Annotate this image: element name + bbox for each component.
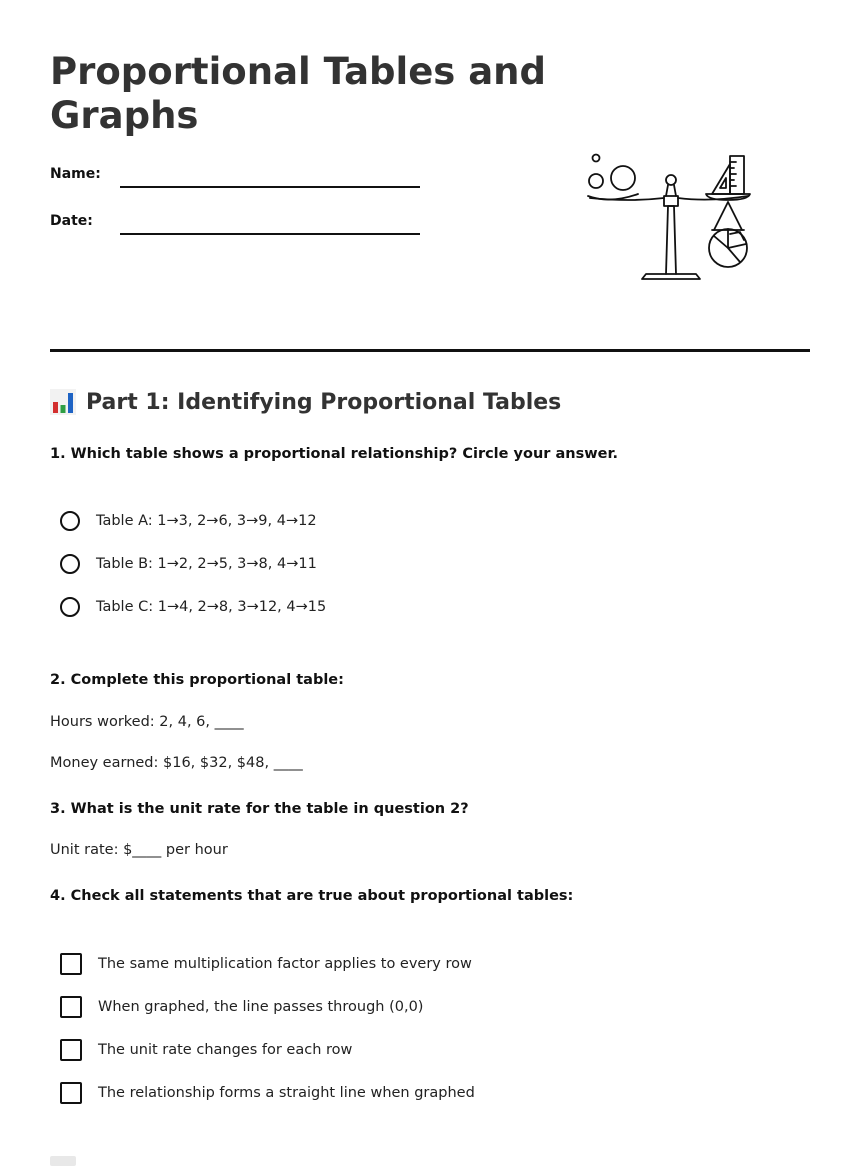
checkbox-icon[interactable]	[60, 1039, 82, 1061]
q1-option-a-label: Table A: 1→3, 2→6, 3→9, 4→12	[96, 513, 317, 529]
q4-option-3[interactable]	[60, 1039, 352, 1061]
checkbox-icon[interactable]	[60, 953, 82, 975]
section-divider	[50, 349, 810, 352]
radio-circle-icon[interactable]	[60, 511, 80, 531]
next-section-icon	[50, 1156, 76, 1166]
date-field[interactable]	[120, 233, 420, 235]
q1-option-b[interactable]	[60, 554, 317, 574]
q4-option-2-label: When graphed, the line passes through (0,0)	[98, 999, 424, 1015]
q3-unit-rate-line: Unit rate: $____ per hour	[50, 842, 228, 858]
page-title: Proportional Tables and Graphs	[50, 50, 546, 137]
part1-heading	[50, 389, 561, 415]
q4-option-2[interactable]	[60, 996, 423, 1018]
radio-circle-icon[interactable]	[60, 554, 80, 574]
bar-chart-icon	[50, 389, 76, 415]
balance-scale-icon	[580, 148, 760, 288]
q2-hours-line: Hours worked: 2, 4, 6, ____	[50, 714, 244, 730]
question-1: 1. Which table shows a proportional relationship? Circle your answer.	[50, 446, 619, 462]
question-4: 4. Check all statements that are true about proportional tables:	[50, 888, 574, 904]
q2-money-line: Money earned: $16, $32, $48, ____	[50, 755, 303, 771]
q1-option-c-label: Table C: 1→4, 2→8, 3→12, 4→15	[96, 599, 327, 615]
checkbox-icon[interactable]	[60, 1082, 82, 1104]
part1-title: Part 1: Identifying Proportional Tables	[86, 389, 562, 415]
q4-option-1-label: The same multiplication factor applies to every row	[98, 956, 472, 972]
q4-option-3-label: The unit rate changes for each row	[98, 1042, 353, 1058]
q4-option-4-label: The relationship forms a straight line when graphed	[98, 1085, 475, 1101]
q4-option-1[interactable]	[60, 953, 472, 975]
question-2: 2. Complete this proportional table:	[50, 672, 344, 688]
checkbox-icon[interactable]	[60, 996, 82, 1018]
name-field[interactable]	[120, 186, 420, 188]
q1-option-c[interactable]	[60, 597, 326, 617]
q1-option-b-label: Table B: 1→2, 2→5, 3→8, 4→11	[96, 556, 317, 572]
name-label: Name:	[50, 166, 101, 182]
date-label: Date:	[50, 213, 93, 229]
q4-option-4[interactable]	[60, 1082, 475, 1104]
question-3: 3. What is the unit rate for the table in question 2?	[50, 801, 469, 817]
radio-circle-icon[interactable]	[60, 597, 80, 617]
q1-option-a[interactable]	[60, 511, 317, 531]
